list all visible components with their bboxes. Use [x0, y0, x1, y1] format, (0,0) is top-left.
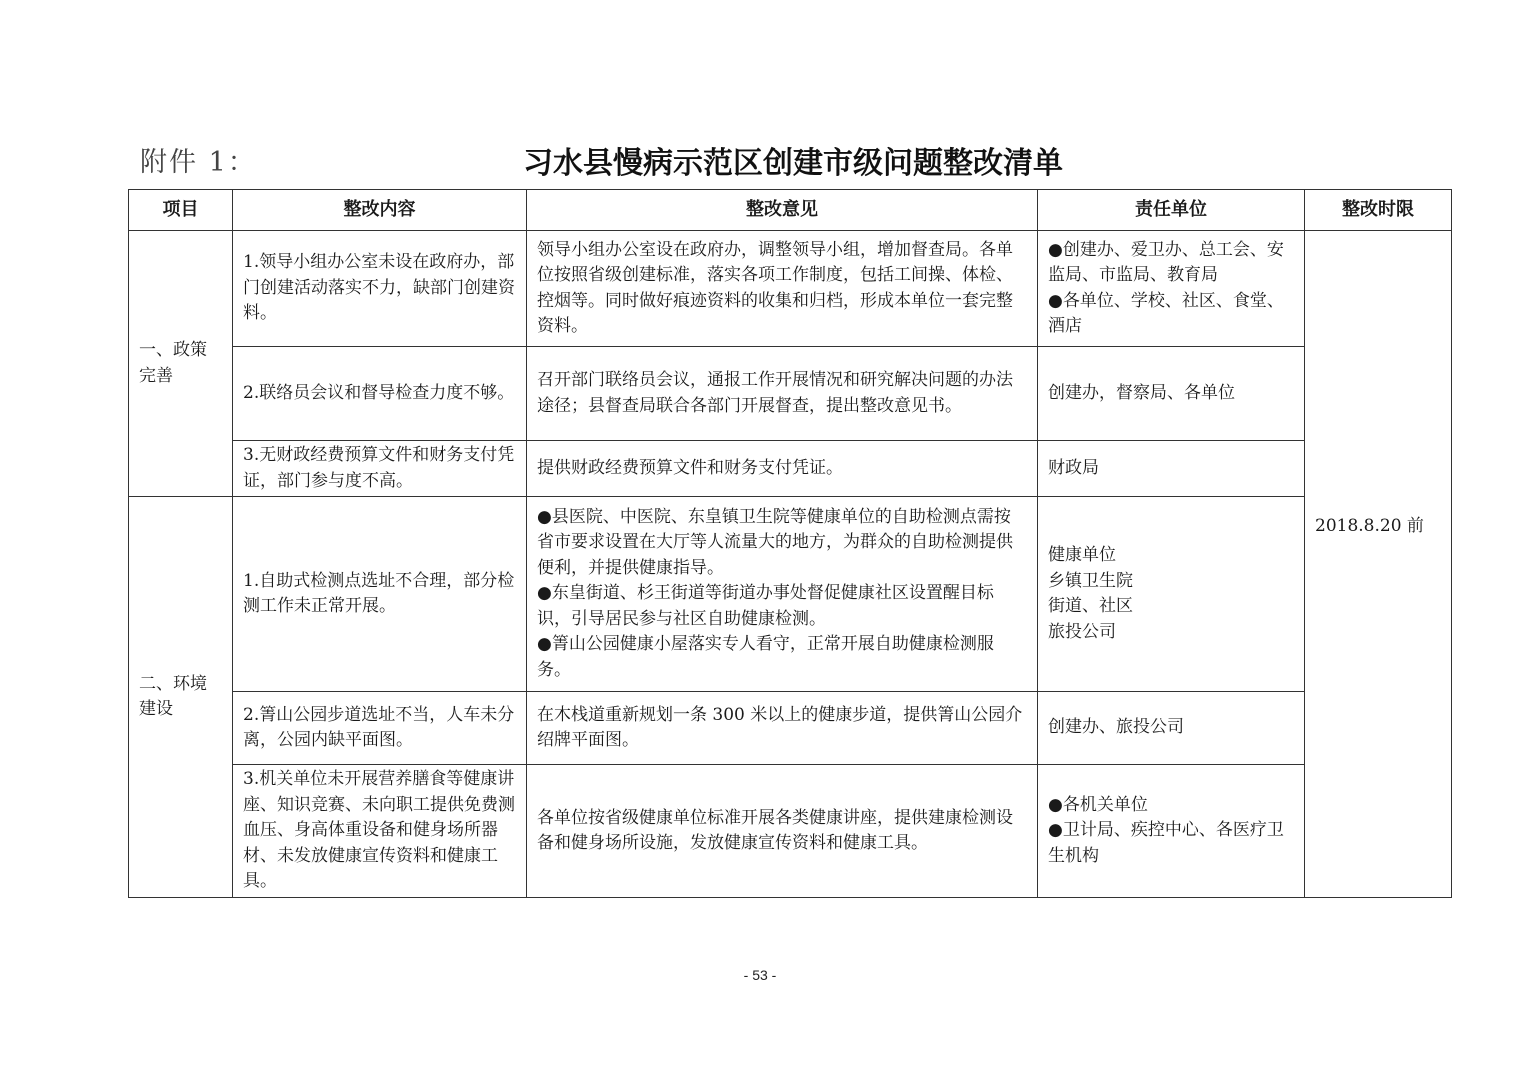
table-row [129, 441, 1452, 497]
deadline-value: 2018.8.20 前 [1315, 516, 1424, 537]
unit-line: ●各单位、学校、社区、食堂、酒店 [1048, 290, 1284, 336]
rectification-table [128, 189, 1452, 898]
table-row [129, 231, 1452, 347]
unit-line: ●卫计局、疾控中心、各医疗卫生机构 [1048, 820, 1284, 866]
unit-cell [1038, 231, 1305, 347]
unit-line: 乡镇卫生院 [1048, 570, 1133, 591]
table-row [129, 692, 1452, 765]
content-cell: 2.箐山公园步道选址不当，人车未分离，公园内缺平面图。 [233, 692, 527, 765]
unit-cell [1038, 765, 1305, 898]
table-row [129, 347, 1452, 441]
unit-line: 健康单位 [1048, 545, 1116, 565]
column-header-opinion: 整改意见 [527, 190, 1038, 231]
unit-cell [1038, 692, 1305, 765]
column-header-deadline: 整改时限 [1305, 190, 1452, 231]
project-cell-environment: 二、环境建设 [129, 497, 233, 898]
unit-line: ●各机关单位 [1048, 794, 1148, 815]
unit-cell [1038, 497, 1305, 692]
unit-cell [1038, 441, 1305, 497]
opinion-cell: 各单位按省级健康单位标准开展各类健康讲座，提供建康检测设备和健身场所设施，发放健康宣传资料和健康工具。 [527, 765, 1038, 898]
content-cell: 3.机关单位未开展营养膳食等健康讲座、知识竞赛、未向职工提供免费测血压、身高体重设备和健身场所器材、未发放健康宣传资料和健康工具。 [233, 765, 527, 898]
unit-cell [1038, 347, 1305, 441]
unit-line: ●创建办、爱卫办、总工会、安监局、市监局、教育局 [1048, 239, 1284, 285]
opinion-line: ●箐山公园健康小屋落实专人看守，正常开展自助健康检测服务。 [537, 634, 994, 680]
opinion-cell: 提供财政经费预算文件和财务支付凭证。 [527, 441, 1038, 497]
opinion-cell: 领导小组办公室设在政府办，调整领导小组，增加督查局。各单位按照省级创建标准，落实各项工作制度，包括工间操、体检、控烟等。同时做好痕迹资料的收集和归档，形成本单位一套完整资料。 [527, 231, 1038, 347]
table-row [129, 765, 1452, 898]
opinion-cell [527, 497, 1038, 692]
content-cell: 1.领导小组办公室未设在政府办，部门创建活动落实不力，缺部门创建资料。 [233, 231, 527, 347]
table-header-row [129, 190, 1452, 231]
unit-line: 创建办，督察局、各单位 [1048, 382, 1235, 403]
deadline-cell [1305, 231, 1452, 898]
column-header-project: 项目 [129, 190, 233, 231]
opinion-line: ●县医院、中医院、东皇镇卫生院等健康单位的自助检测点需按省市要求设置在大厅等人流量大的地方，为群众的自助检测提供便利，并提供健康指导。 [537, 506, 1013, 578]
column-header-unit: 责任单位 [1038, 190, 1305, 231]
opinion-line: ●东皇街道、杉王街道等街道办事处督促健康社区设置醒目标识，引导居民参与社区自助健康检测。 [537, 583, 994, 629]
content-cell: 2.联络员会议和督导检查力度不够。 [233, 347, 527, 441]
unit-line: 创建办、旅投公司 [1048, 717, 1184, 738]
content-cell: 3.无财政经费预算文件和财务支付凭证，部门参与度不高。 [233, 441, 527, 497]
table-row [129, 497, 1452, 692]
opinion-cell: 召开部门联络员会议，通报工作开展情况和研究解决问题的办法途径；县督查局联合各部门开展督查，提出整改意见书。 [527, 347, 1038, 441]
attachment-label: 附件 1： [140, 147, 257, 178]
document-title: 习水县慢病示范区创建市级问题整改清单 [523, 146, 1063, 181]
page-number: - 53 - [743, 967, 777, 983]
content-cell: 1.自助式检测点选址不合理，部分检测工作未正常开展。 [233, 497, 527, 692]
project-cell-policy: 一、政策完善 [129, 231, 233, 497]
column-header-content: 整改内容 [233, 190, 527, 231]
unit-line: 财政局 [1048, 457, 1099, 478]
unit-line: 旅投公司 [1048, 621, 1116, 642]
opinion-cell: 在木栈道重新规划一条 300 米以上的健康步道，提供箐山公园介绍牌平面图。 [527, 692, 1038, 765]
unit-line: 街道、社区 [1048, 596, 1133, 616]
